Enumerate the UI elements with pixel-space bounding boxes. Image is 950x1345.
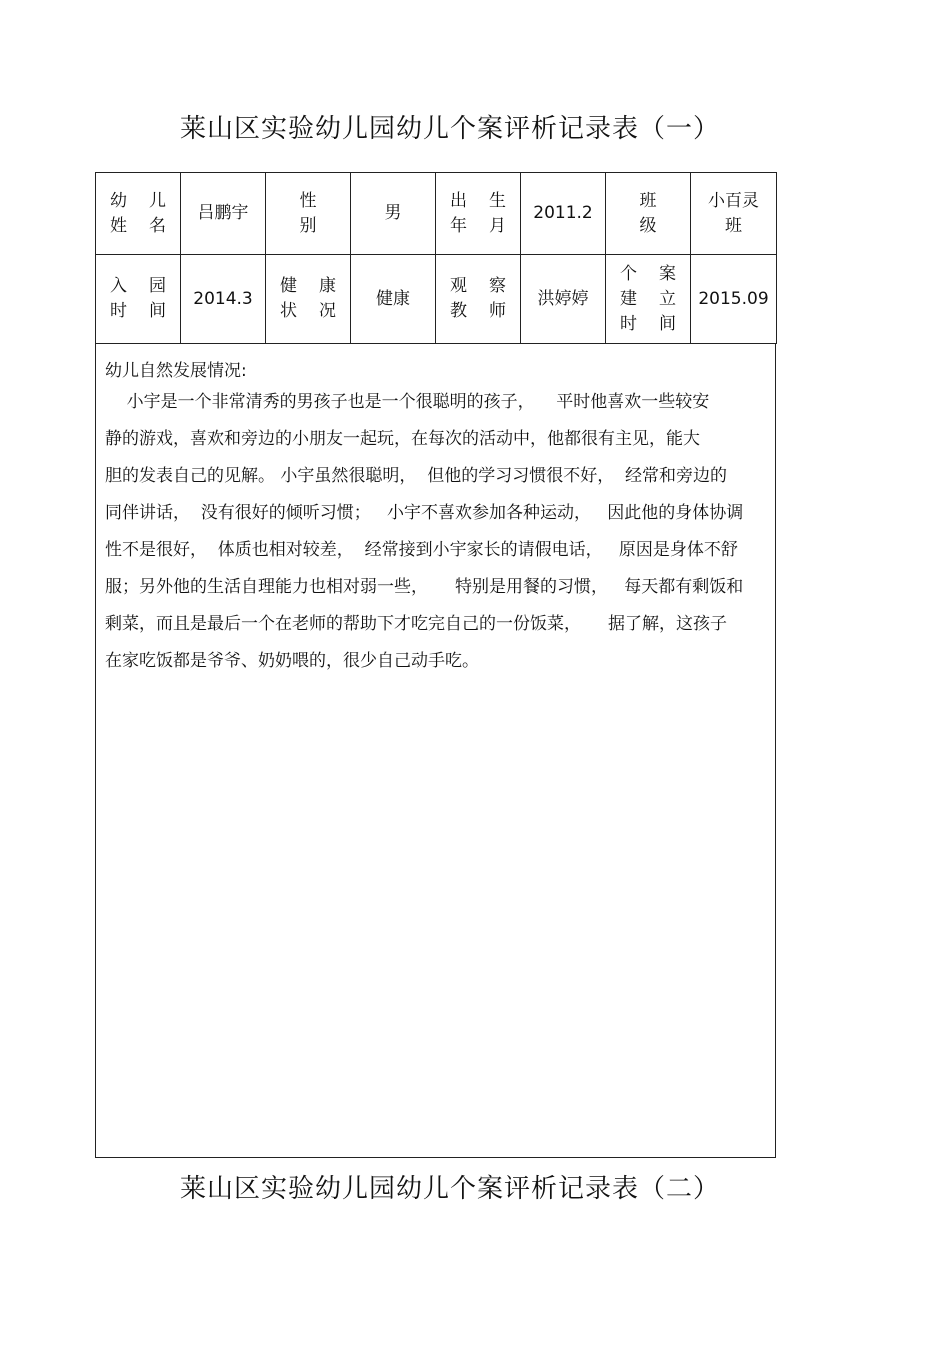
gender-value: 男 <box>351 173 436 255</box>
enroll-value: 2014.3 <box>181 255 266 344</box>
text-line: 性不是很好， 体质也相对较差， 经常接到小宇家长的请假电话， 原因是身体不舒 <box>105 540 738 560</box>
development-text <box>105 388 765 684</box>
text-line: 剩菜，而且是最后一个在老师的帮助下才吃完自己的一份饭菜， 据了解，这孩子 <box>105 614 728 634</box>
page-title: 莱山区实验幼儿园幼儿个案评析记录表（一） <box>179 114 720 144</box>
teacher-label: 观 察 教 师 <box>436 255 521 344</box>
table-row <box>96 173 777 255</box>
second-page-title: 莱山区实验幼儿园幼儿个案评析记录表（二） <box>179 1174 720 1204</box>
birth-label: 出 生 年 月 <box>436 173 521 255</box>
name-label: 幼 儿 姓 名 <box>96 173 181 255</box>
text-line: 服；另外他的生活自理能力也相对弱一些， 特别是用餐的习惯， 每天都有剩饭和 <box>105 577 744 597</box>
development-heading: 幼儿自然发展情况: <box>105 361 247 381</box>
text-line: 胆的发表自己的见解。 小宇虽然很聪明， 但他的学习习惯很不好， 经常和旁边的 <box>105 466 728 486</box>
gender-label: 性 别 <box>266 173 351 255</box>
text-line: 同伴讲话， 没有很好的倾听习惯； 小宇不喜欢参加各种运动， 因此他的身体协调 <box>105 503 744 523</box>
class-value: 小百灵 班 <box>691 173 777 255</box>
health-label: 健 康 状 况 <box>266 255 351 344</box>
case-date-label: 个 案 建 立 时 间 <box>606 255 691 344</box>
name-value: 吕鹏宇 <box>181 173 266 255</box>
enroll-label: 入 园 时 间 <box>96 255 181 344</box>
table-row <box>96 255 777 344</box>
text-line: 静的游戏，喜欢和旁边的小朋友一起玩，在每次的活动中，他都很有主见，能大 <box>105 429 700 449</box>
case-date-value: 2015.09 <box>691 255 777 344</box>
info-table <box>95 172 777 344</box>
text-line: 在家吃饭都是爷爷、奶奶喂的，很少自己动手吃。 <box>105 651 479 671</box>
health-value: 健康 <box>351 255 436 344</box>
teacher-value: 洪婷婷 <box>521 255 606 344</box>
development-section <box>95 344 776 1158</box>
birth-value: 2011.2 <box>521 173 606 255</box>
class-label: 班 级 <box>606 173 691 255</box>
text-line: 小宇是一个非常清秀的男孩子也是一个很聪明的孩子， 平时他喜欢一些较安 <box>105 392 710 412</box>
